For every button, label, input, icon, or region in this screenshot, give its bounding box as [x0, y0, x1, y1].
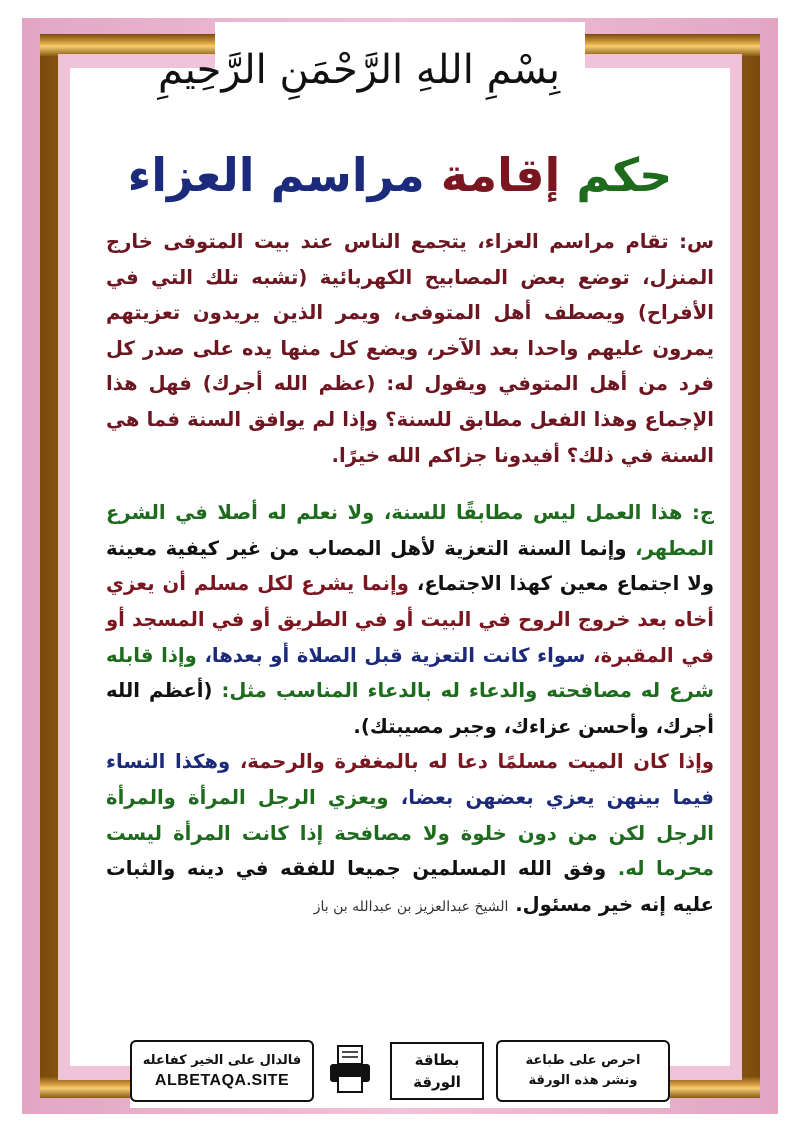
- print-reminder-line-2: ونشر هذه الورقة: [528, 1073, 638, 1088]
- answer-sentence: وإذا قابله شرع له مصافحته والدعاء له بالدعاء المناسب مثل:: [106, 643, 714, 703]
- answer-sentence: وهكذا النساء فيما بينهن يعزي بعضهن بعضا،: [106, 750, 714, 809]
- answer-sentence: سواء كانت التعزية قبل الصلاة أو بعدها،: [204, 643, 586, 667]
- question-paragraph: س: تقام مراسم العزاء، يتجمع الناس عند بيت المتوفى خارج المنزل، توضع بعض المصابيح الكهربائية (تشبه تلك التي في الأفراح) ويصطف أهل المتوفى، ويمر الذين يريدون تعزيتهم يمرون عليهم واحدا بعد الآخر، ويضع كل منها يده على صدر كل فرد من أهل المتوفي ويقول له: (عظم الله أجرك) فهل هذا الإجماع وهذا الفعل مطابق للسنة؟ وإذا لم يوافق السنة فما هي السنة في ذلك؟ أفيدونا جزاكم الله خيرًا.: [106, 230, 714, 467]
- footer-bar: [130, 1036, 670, 1108]
- basmala-calligraphy: بِسْمِ اللهِ الرَّحْمَنِ الرَّحِيمِ: [157, 47, 560, 93]
- site-logo: [390, 1042, 484, 1100]
- site-url[interactable]: ALBETAQA.SITE: [154, 1072, 290, 1089]
- answer-sentence: ج: هذا العمل ليس مطابقًا للسنة، ولا نعلم له أصلا في الشرع المطهر،: [106, 501, 714, 560]
- article-body: [106, 224, 714, 925]
- answer-sentence: وإنما يشرع لكل مسلم أن يعزي أخاه بعد خروج الروح في البيت أو في الطريق أو في المسجد أو في المقبرة،: [106, 572, 714, 667]
- title-word-2: إقامة: [440, 148, 561, 202]
- logo-line-2: الورقة: [413, 1073, 461, 1091]
- paragraph-gap: [106, 473, 714, 495]
- title-word-1: حكم: [576, 148, 673, 202]
- site-tagline: فالدال على الخير كفاعله: [142, 1053, 302, 1068]
- print-reminder-line-1: احرص على طباعة: [525, 1053, 641, 1068]
- logo-line-1: بطاقة: [414, 1051, 460, 1069]
- answer-sentence: وإذا كان الميت مسلمًا دعا له بالمغفرة والرحمة،: [239, 750, 714, 774]
- answer-paragraph: [106, 495, 714, 925]
- print-reminder-box: [496, 1040, 670, 1102]
- page-title: [100, 140, 700, 210]
- printer-icon: [328, 1044, 372, 1094]
- answer-sentence: وإنما السنة التعزية لأهل المصاب من غير كيفية معينة ولا اجتماع معين كهذا الاجتماع،: [106, 536, 715, 596]
- site-box: [130, 1040, 314, 1102]
- title-word-3: مراسم العزاء: [127, 148, 425, 202]
- answer-sentence: وفق الله المسلمين جميعا للفقه في دينه والثبات عليه إنه خير مسئول.: [106, 857, 714, 916]
- answer-sentence: ويعزي الرجل المرأة والمرأة الرجل لكن من دون خلوة ولا مصافحة إذا كانت المرأة ليست محرما له.: [106, 785, 714, 881]
- answer-sentence: (أعظم الله أجرك، وأحسن عزاءك، وجبر مصيبتك).: [106, 679, 714, 738]
- signature: الشيخ عبدالعزيز بن عبدالله بن باز: [313, 898, 509, 915]
